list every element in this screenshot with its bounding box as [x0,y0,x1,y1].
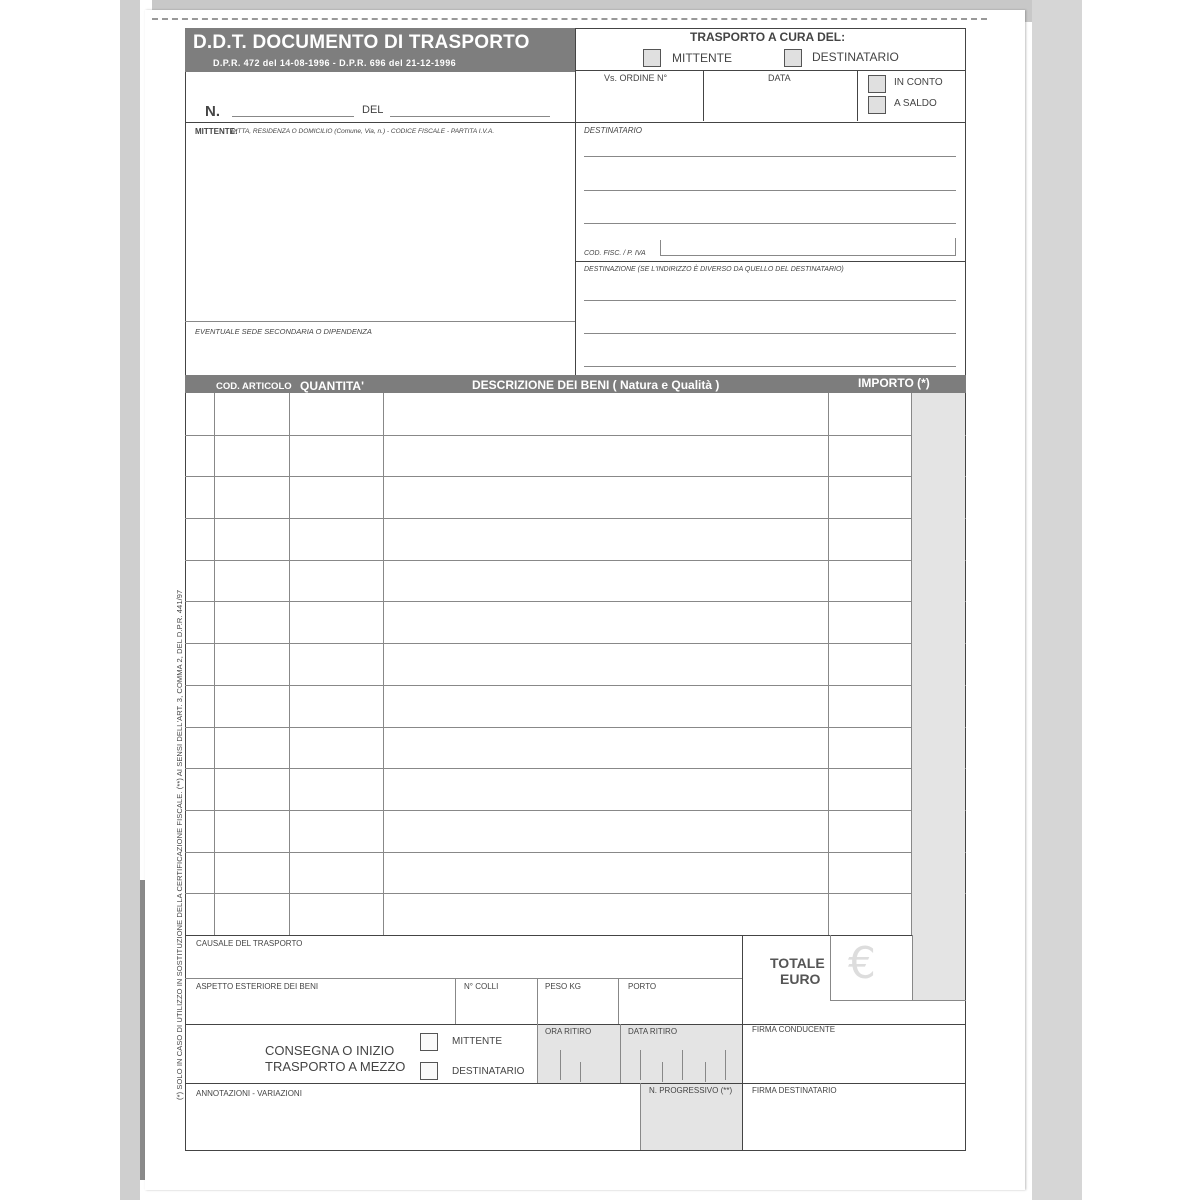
title-banner [185,28,575,72]
col-code-header: COD. ARTICOLO [216,381,292,392]
reason-label: CAUSALE DEL TRASPORTO [196,939,303,948]
recipient-label: DESTINATARIO [584,126,642,135]
order-divider-2 [857,70,858,121]
weight-label: PESO KG [545,982,582,991]
transport-recipient-label: DESTINATARIO [812,50,899,64]
delivery-recipient-checkbox[interactable] [420,1062,438,1080]
divider-top-middle [575,28,576,123]
document-title: D.D.T. DOCUMENTO DI TRASPORTO [193,32,530,53]
col-qty-header: QUANTITA' [300,379,364,393]
pickup-tick [640,1050,641,1080]
delivery-label-line2: TRASPORTO A MEZZO [265,1059,406,1074]
a-saldo-checkbox[interactable] [868,96,886,114]
delivery-sender-label: MITTENTE [452,1036,502,1047]
delivery-label-line1: CONSEGNA O INIZIO [265,1043,395,1058]
table-row[interactable] [185,518,966,519]
secondary-site-label: EVENTUALE SEDE SECONDARIA O DIPENDENZA [195,327,372,336]
frame-left [185,28,186,1150]
frame-bottom [185,1150,966,1151]
pickup-mid [620,1024,621,1084]
destination-label: DESTINAZIONE (SE L'INDIRIZZO È DIVERSO DA QUELLO DEL DESTINATARIO) [584,266,844,273]
appearance-label: ASPETTO ESTERIORE DEI BENI [196,982,319,991]
tax-code-left [660,240,661,256]
notes-top [185,1083,966,1084]
col-desc-header: DESCRIZIONE DEI BENI ( Natura e Qualità ) [472,378,720,392]
sender-label: MITTENTE: [195,127,238,136]
pickup-tick [705,1062,706,1082]
table-row[interactable] [185,893,966,894]
order-number-label: Vs. ORDINE N° [604,73,668,83]
recipient-line-1[interactable] [584,156,956,157]
col-divider-1 [214,393,215,936]
pickup-tick [580,1062,581,1082]
total-field-bottom [830,1000,966,1001]
table-row[interactable] [185,435,966,436]
total-value-left [830,935,831,1001]
destination-top [575,261,966,262]
destination-line-3[interactable] [584,366,956,367]
table-row[interactable] [185,852,966,853]
transport-sender-checkbox[interactable] [643,49,661,67]
background-strip-right [1032,0,1082,1200]
background-strip [120,0,140,1200]
document-subtitle: D.P.R. 472 del 14-08-1996 - D.P.R. 696 del 21-12-1996 [213,58,457,68]
order-date-label: DATA [768,73,791,83]
transport-title: TRASPORTO A CURA DEL: [690,30,846,44]
reason-bottom [185,978,742,979]
total-label: TOTALE [770,955,825,971]
delivery-recipient-label: DESTINATARIO [452,1066,525,1077]
table-row[interactable] [185,685,966,686]
in-conto-label: IN CONTO [894,77,943,88]
col-divider-5 [911,393,912,936]
pickup-tick [662,1062,663,1082]
euro-symbol-icon: € [848,938,876,989]
sender-detail: DITTA, RESIDENZA O DOMICILIO (Comune, Via, n.) - CODICE FISCALE - PARTITA I.V.A. [231,128,495,135]
date-field[interactable] [390,116,550,117]
footer-top [185,935,966,936]
col-divider-3 [383,393,384,936]
transport-recipient-checkbox[interactable] [784,49,802,67]
table-row[interactable] [185,643,966,644]
pickup-tick [725,1050,726,1080]
table-row[interactable] [185,727,966,728]
pickup-time-label: ORA RITIRO [545,1027,592,1036]
table-row[interactable] [185,810,966,811]
col-divider-4 [828,393,829,936]
number-field[interactable] [232,116,354,117]
packages-divider [455,978,456,1024]
perforation-line [152,18,987,20]
frame-right [965,28,966,1150]
destination-line-2[interactable] [584,333,956,334]
port-divider [618,978,619,1024]
notes-label: ANNOTAZIONI - VARIAZIONI [196,1089,302,1098]
progressive-label: N. PROGRESSIVO (**) [649,1086,733,1095]
amount-decimals-shade [912,393,965,936]
pickup-date-label: DATA RITIRO [628,1027,678,1036]
sender-divider [185,321,575,322]
currency-label: EURO [780,971,821,987]
destination-line-1[interactable] [584,300,956,301]
driver-signature-label: FIRMA CONDUCENTE [752,1025,836,1034]
tax-code-field[interactable] [660,255,956,256]
progressive-left [640,1083,641,1150]
middle-divider [575,122,576,375]
total-decimals-shade [913,935,965,1001]
table-row[interactable] [185,476,966,477]
in-conto-checkbox[interactable] [868,75,886,93]
table-row[interactable] [185,768,966,769]
order-divider-1 [703,70,704,121]
form-sheet [145,10,1025,1190]
tax-code-right [955,238,956,256]
col-divider-2 [289,393,290,936]
col-amount-header: IMPORTO (*) [858,376,930,390]
date-label: DEL [362,104,384,116]
tax-code-label: COD. FISC. / P. IVA [584,250,646,257]
a-saldo-label: A SALDO [894,98,937,109]
transport-sender-label: MITTENTE [672,51,732,65]
total-divider [742,935,743,1024]
legal-side-note: (*) SOLO IN CASO DI UTILIZZO IN SOSTITUZIONE DELLA CERTIFICAZIONE FISCALE. (**) AI SENSI DELL'ART. 3, COMMA 2, DEL D.P.R. 441/97 [175,589,184,1100]
order-row-top [575,70,966,71]
number-label: N. [205,103,220,120]
recipient-line-2[interactable] [584,190,956,191]
pickup-tick [682,1050,683,1080]
packages-label: N° COLLI [464,982,499,991]
delivery-sender-checkbox[interactable] [420,1033,438,1051]
pickup-left [537,1024,538,1084]
signature-divider [742,1024,743,1150]
table-row[interactable] [185,560,966,561]
total-decimals-divider [912,935,913,1001]
recipient-signature-label: FIRMA DESTINATARIO [752,1086,837,1095]
pickup-tick [560,1050,561,1080]
recipient-line-3[interactable] [584,223,956,224]
frame-top [575,28,966,29]
port-label: PORTO [628,982,657,991]
table-row[interactable] [185,601,966,602]
weight-divider [537,978,538,1024]
